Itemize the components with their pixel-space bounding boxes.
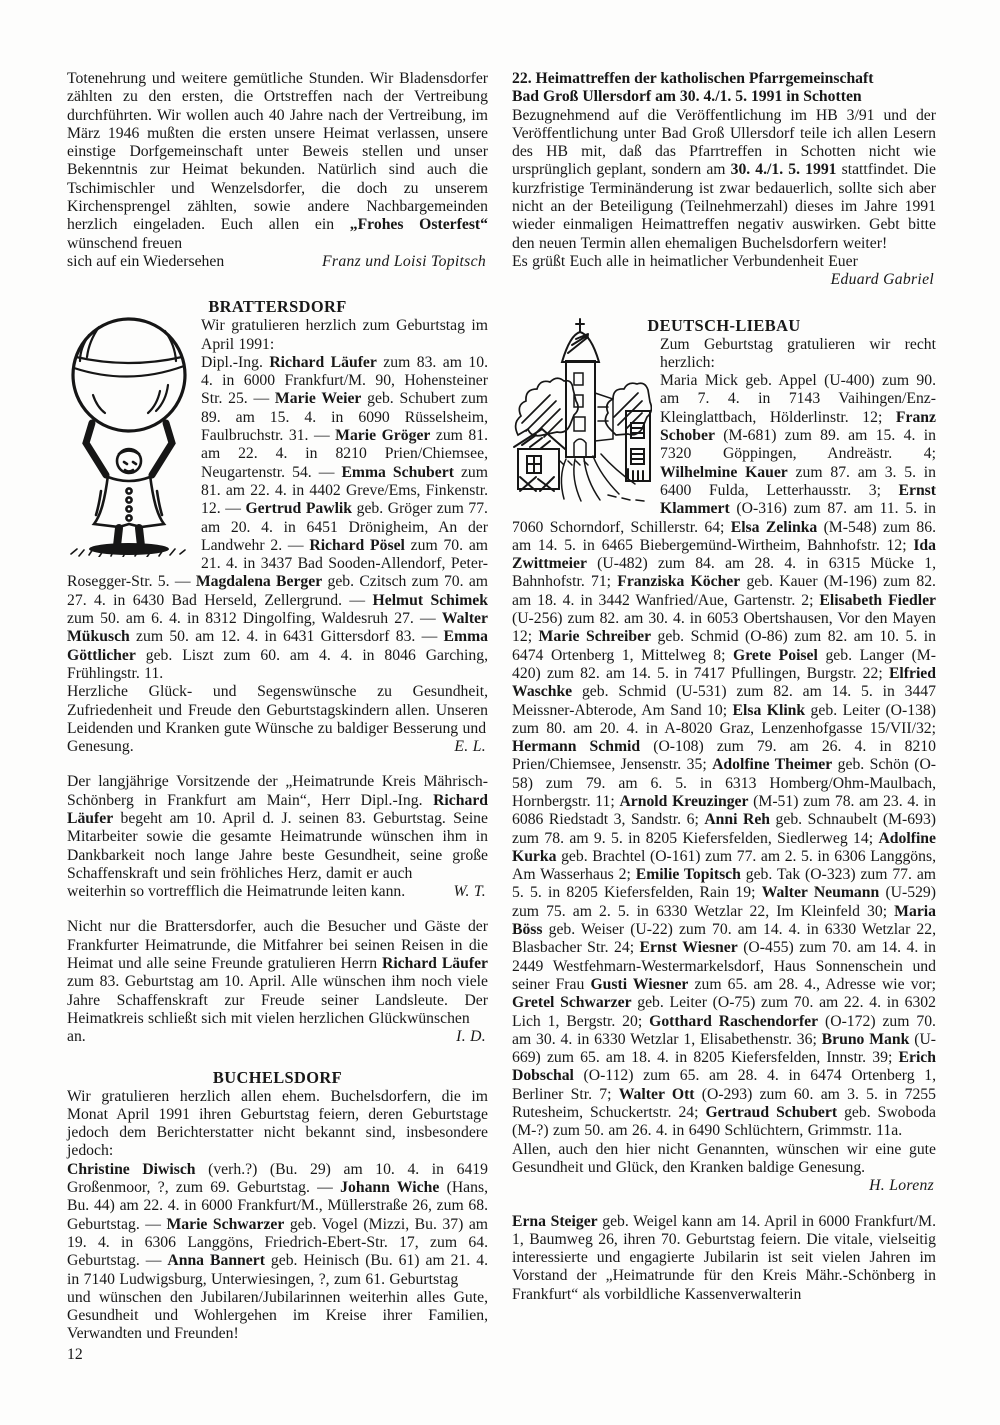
liebau-text: Zum Geburtstag gratulieren wir recht herzlich: Maria Mick geb. Appel (U-400) zum 90. am 7. 4. in 7143 Vaihingen/Enz-Kleinglattbach, Hölderlinstr. 12; Franz Schober (M-681) zum 89. am 15. 4. in 7320 Göppingen, Andreästr. 4; Wilhelmine Kauer zum 87. am 3. 5. in 6400 Fulda, Letterhausstr. 3; Ernst Klammert (O-316) zum 87. am 11. 5. in 7060 Schorndorf, Schillerstr. 64; Elsa Zelinka (M-548) zum 86. am 14. 5. in 6465 Biebergemünd-Wirtheim, Bahnhofstr. 12; Ida Zwittmeier (U-482) zum 84. am 28. 4. in 6315 Mücke 1, Bahnhofstr. 71; Franziska Köcher geb. Kauer (M-196) zum 82. am 18. 4. in 3442 Wanfried/Aue, Gartenstr. 2; Elisabeth Fiedler (U-256) zum 82. am 30. 4. in 6053 Obertshausen, Vor den Mayen 12; Marie Schreiber geb. Schmid (O-86) zum 82. am 10. 5. in 6474 Ortenberg 1, Mittelweg 8; Grete Poisel geb. Langer (M-420) zum 82. am 14. 5. in 7417 Pfullingen, Burgstr. 22; Elfried Waschke geb. Schmid (U-531) zum 82. am 14. 5. in 3447 Meissner-Abterode, Am Sand 10; Elsa Klink geb. Leiter (O-138) zum 80. am 20. 4. in A-8020 Graz, Lenzenhofgasse 15/VII/32; Hermann Schmid (O-108) zum 79. am 26. 4. in 8210 Prien/Chiemsee, Jensenstr. 35; Adolfine Theimer geb. Schön (O-58) zum 79. am 6. 5. in 6313 Homberg/Ohm-Maulbach, Hornbergstr. 11; Arnold Kreuzinger (M-51) zum 78. am 23. 4. in 6086 Riedstadt 3, Sandstr. 6; Anni Reh geb. Schnaubelt (M-693) zum 78. am 9. 5. in 8205 Kiefersfelden, Siedlerweg 14; Adolfine Kurka geb. Brachtel (O-161) zum 77. am 2. 5. in 6306 Langgöns, Am Wasserhaus 2; Emilie Topitsch geb. Tak (O-323) zum 77. am 5. 5. in 8205 Kiefersfelden, Rain 19; Walter Neumann (U-529) zum 75. am 2. 5. in 6330 Wetzlar 22, Im Kleinfeld 30; Maria Böss geb. Weiser (U-22) zum 70. am 14. 4. in 6330 Wetzlar 22, Blasbacher Str. 24; Ernst Wiesner (O-455) zum 70. am 14. 4. in 2449 Westfehmarn-Westermarkelsdorf, Haus Sonnenschein und seiner Frau Gusti Wiesner zum 65. am 28. 4., Adresse wie vor; Gretel Schwarzer geb. Leiter (O-75) zum 70. am 22. 4. in 6302 Lich 1, Bergstr. 20; Gotthard Raschendorfer (O-172) zum 70. am 30. 4. in 6330 Wetzlar 1, Elisabethenstr. 36; Bruno Mank (U-669) zum 65. am 18. 4. in 8205 Kiefersfelden, Innstr. 39; Erich Dobschal (O-112) zum 65. am 28. 4. in 6474 Ortenberg 1, Berliner Str. 7; Walter Ott (O-293) zum 60. am 3. 5. in 7255 Rutesheim, Schuckertstr. 24; Gertraud Schubert geb. Swoboda (M-?) zum 50. am 26. 4. in 6490 Schlüchtern, Grimmstr. 11a. Allen, auch den hier nicht Genannten, wünschen wir eine gute Gesundheit und Glück, den Kranken baldige Genesung. <box>512 335 937 1176</box>
section-heading-buchelsdorf: BUCHELSDORF <box>212 1067 343 1087</box>
liebau-body <box>512 336 936 1178</box>
wishes-signature-line <box>67 738 488 756</box>
guests-signature: I. D. <box>456 1028 486 1046</box>
laeufer-tail-text: weiterhin so vortrefflich die Heimatrunde leiten kann. <box>67 883 406 901</box>
guests-tail-text: an. <box>67 1028 86 1046</box>
treffen-signature: Eduard Gabriel <box>830 271 934 289</box>
brattersdorf-body <box>67 317 488 683</box>
intro-signature: Franz und Loisi Topitsch <box>322 252 486 270</box>
wishes-tail-text: Genesung. <box>67 738 134 756</box>
section-heading-deutsch-liebau: DEUTSCH-LIEBAU <box>647 315 801 335</box>
laeufer-signature-line <box>67 883 488 901</box>
treffen-heading-line2: Bad Groß Ullersdorf am 30. 4./1. 5. 1991 in Schotten <box>512 88 862 106</box>
laeufer-paragraph: Der langjährige Vorsitzende der „Heimatrunde Kreis Mährisch-Schönberg in Frankfurt am Main“, Herr Dipl.-Ing. Richard Läufer begeht am 10. April d. J. seinen 83. Geburtstag. Seine Mitarbeiter sowie die gesamte Heimatrunde wünschen ihm in Dankbarkeit noch lange Jahre beste Gesundheit, seine große Schaffenskraft und sein fröhliches Herz, damit er auch <box>67 773 488 882</box>
page-number: 12 <box>67 1346 83 1363</box>
wishes-signature: E. L. <box>454 738 486 756</box>
guests-signature-line <box>67 1028 488 1046</box>
laeufer-signature: W. T. <box>453 883 486 901</box>
right-column <box>512 70 936 1304</box>
treffen-body: Bezugnehmend auf die Veröffentlichung im HB 3/91 und der Veröffentlichung unter Bad Groß Ullersdorf teile ich allen Lesern des HB mit, daß das Pfarrtreffen in Schotten nicht wie ursprünglich geplant, sondern am 30. 4./1. 5. 1991 stattfindet. Die kurzfristige Terminänderung ist zwar bedauerlich, sollte sich aber nicht an der Beteiligung (Teilnehmerzahl) dieses im Jahre 1991 wieder einmaligen Heimattreffen negativ auswirken. Gebt bitte den neuen Termin allen ehemaligen Buchelsdorfern weiter! Es grüßt Euch alle in heimatlicher Verbundenheit Euer <box>512 106 937 270</box>
steiger-paragraph: Erna Steiger geb. Weigel kann am 14. April in 6000 Frankfurt/M. 1, Baumweg 26, ihren 70. Geburtstag feiern. Die vitale, vielseitig interessierte und engagierte Jubilarin ist seit vielen Jahren im Vorstand der „Heimatrunde für den Kreis Mähr.-Schönberg in Frankfurt“ als vorbildliche Kassenverwalterin <box>512 1212 936 1303</box>
section-heading-brattersdorf: BRATTERSDORF <box>208 297 347 317</box>
treffen-heading-line1: 22. Heimattreffen der katholischen Pfarrgemeinschaft <box>512 70 874 87</box>
village-church-illustration <box>512 317 652 505</box>
atlas-globe-illustration <box>67 311 191 557</box>
left-column <box>67 70 488 1344</box>
guests-paragraph: Nicht nur die Brattersdorfer, auch die Besucher und Gäste der Frankfurter Heimatrunde, die Mitfahrer bei seinen Reisen in die Heimat und alle seine Freunde gratulieren Herrn Richard Läufer zum 83. Geburtstag am 10. April. Alle wünschen ihm noch viele Jahre Schaffenskraft zur Freude seiner Landsleute. Der Heimatkreis schließt sich mit vielen herzlichen Glückwünschen <box>67 918 488 1027</box>
buchelsdorf-body: Wir gratulieren herzlich allen ehem. Buchelsdorfern, die im Monat April 1991 ihren Geburtstag feiern, deren Geburtstage jedoch dem Berichterstatter nicht bekannt sind, insbesondere jedoch: Christine Diwisch (verh.?) (Bu. 29) am 10. 4. in 6419 Großenmoor, ?, zum 69. Geburtstag. — Johann Wiche (Hans, Bu. 44) am 22. 4. in 6000 Frankfurt/M., Müllerstraße 26, zum 68. Geburtstag. — Marie Schwarzer geb. Vogel (Mizzi, Bu. 37) am 19. 4. in 6306 Langgöns, Friedrich-Ebert-Str. 17, zum 64. Geburtstag. — Anna Bannert geb. Heinisch (Bu. 61) am 21. 4. in 7140 Ludwigsburg, Unterwiesingen, ?, zum 61. Geburtstag und wünschen den Jubilaren/Jubilarinnen weiterhin alles Gute, Gesundheit und Wohlergehen im Kreise ihrer Familien, Verwandten und Freunden! <box>67 1087 489 1343</box>
intro-tail-text: sich auf ein Wiedersehen <box>67 252 225 270</box>
intro-paragraph: Totenehrung und weitere gemütliche Stunden. Wir Bladensdorfer zählten zu den ersten, die Ortstreffen nach der Vertreibung durchführten. Wir wollen auch 40 Jahre nach der Vertreibung, im März 1946 mußten die ersten unsere Heimat verlassen, unsere einstige Dorfgemeinschaft unter Beweis stellen und unser Bekenntnis zur Heimat bekunden. Natürlich sind auch die Tschimischler und Wenzelsdorfer, die doch zu unserem Kirchensprengel zählten, sowie andere Nachbargemeinden herzlich eingeladen. Euch allen ein „Frohes Osterfest“ wünschend freuen <box>67 70 489 252</box>
liebau-signature: H. Lorenz <box>869 1177 934 1195</box>
brattersdorf-wishes: Herzliche Glück- und Segenswünsche zu Gesundheit, Zufriedenheit und Freude den Geburtstagskindern allen. Unseren Leidenden und Kranken gute Wünsche zu baldiger Besserung und <box>67 683 488 737</box>
brattersdorf-text: Wir gratulieren herzlich zum Geburtstag im April 1991: Dipl.-Ing. Richard Läufer zum 83. am 10. 4. in 6000 Frankfurt/M. 90, Hohensteiner Str. 25. — Marie Weier geb. Schubert zum 89. am 15. 4. in 6090 Rüsselsheim, Faulbruchstr. 31. — Marie Gröger zum 81. am 22. 4. in 8210 Prien/Chiemsee, Neugartenstr. 54. — Emma Schubert zum 81. am 22. 4. in 4402 Greve/Ems, Finkenstr. 12. — Gertrud Pawlik geb. Gröger zum 77. am 20. 4. in 6451 Drönigheim, An der Landwehr 2. — Richard Pösel zum 70. am 21. 4. in 3437 Bad Sooden-Allendorf, Peter-Rosegger-Str. 5. — Magdalena Berger geb. Czitsch zum 70. am 27. 4. in 6430 Bad Herseld, Zellergrund. — Helmut Schimek zum 50. am 6. 4. in 8312 Dingolfing, Waldesruh 27. — Walter Mükusch zum 50. am 12. 4. in 6431 Gittersdorf 83. — Emma Göttlicher geb. Liszt zum 60. am 4. 4. in 8046 Garching, Frühlingstr. 11. <box>67 317 489 682</box>
intro-signature-line <box>67 253 488 271</box>
